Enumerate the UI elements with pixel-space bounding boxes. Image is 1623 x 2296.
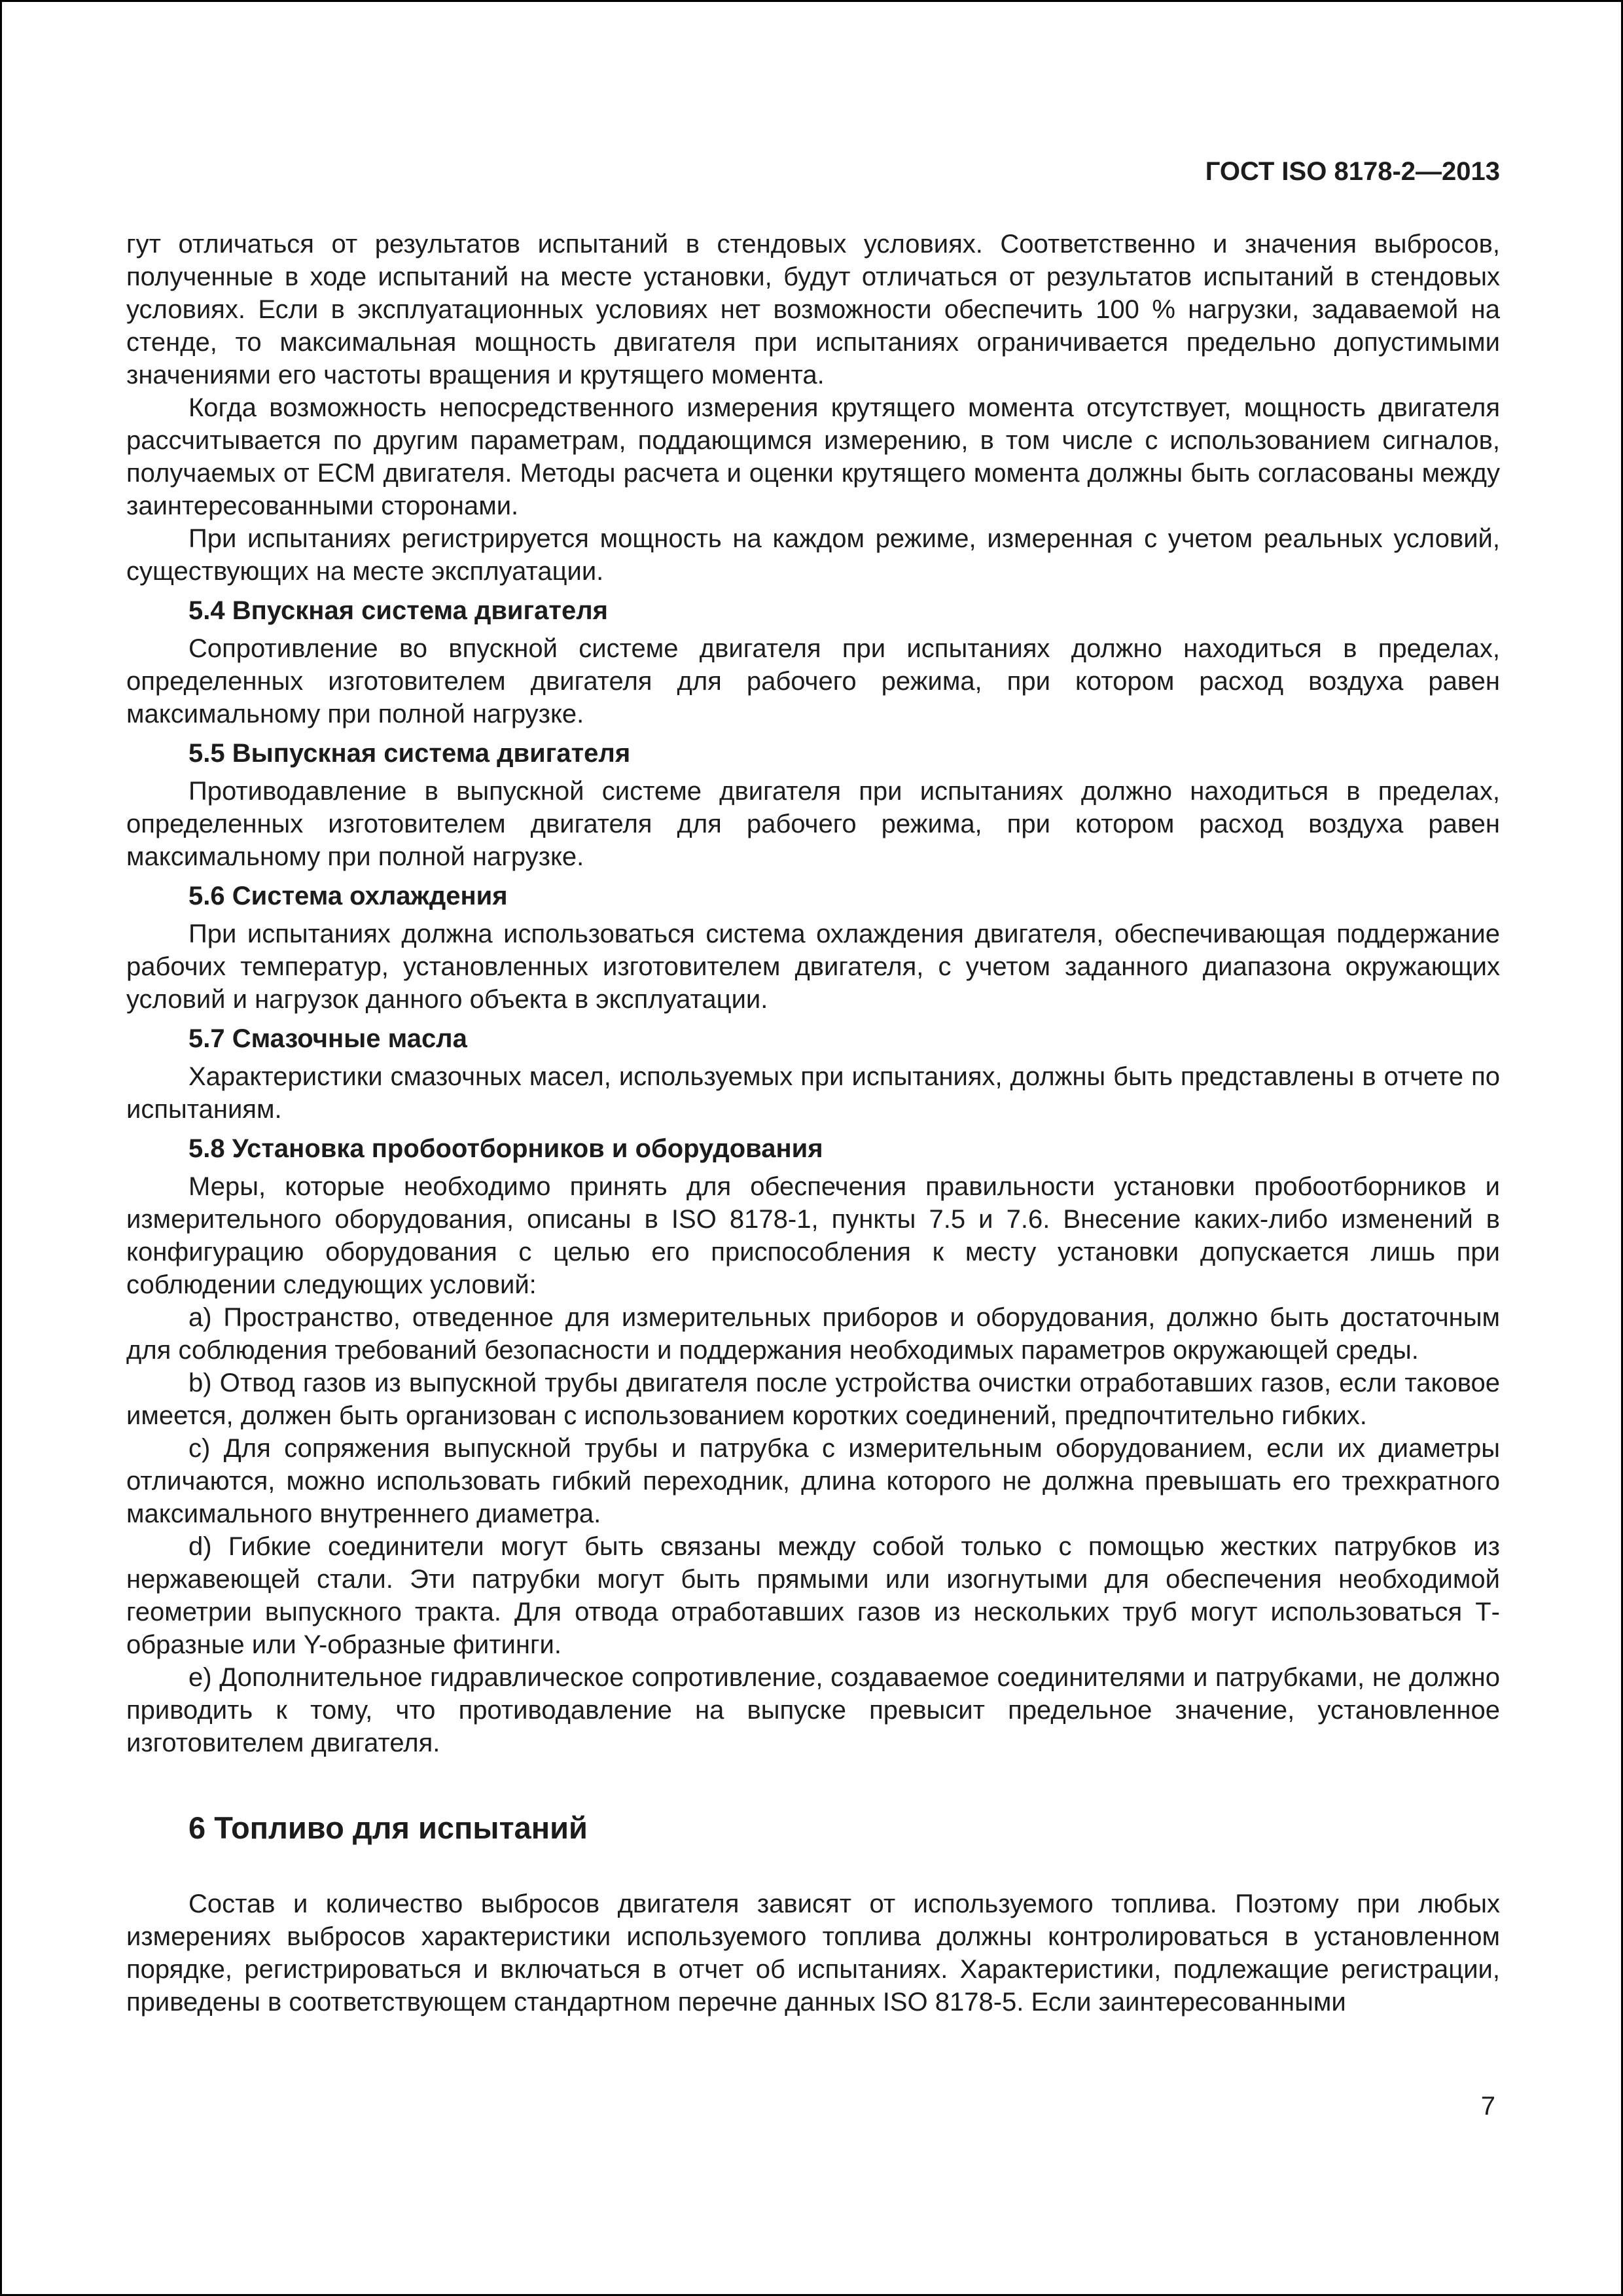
subsection-heading-5-8: 5.8 Установка пробоотборников и оборудования [188, 1134, 823, 1163]
paragraph: При испытаниях должна использоваться система охлаждения двигателя, обеспечивающая поддержание рабочих температур, установленных изготовителем двигателя, с учетом заданного диапазона окружающих условий и нагрузок данного объекта в эксплуатации. [126, 920, 1500, 1014]
paragraph: Состав и количество выбросов двигателя зависят от используемого топлива. Поэтому при любых измерениях выбросов характеристики используемого топлива должны контролироваться в установленном порядке, регистрироваться и включаться в отчет об испытаниях. Характеристики, подлежащие регистрации, приведены в соответствующем стандартном перечне данных ISO 8178-5. Если заинтересованными [126, 1890, 1500, 2017]
paragraph: При испытаниях регистрируется мощность на каждом режиме, измеренная с учетом реальных условий, существующих на месте эксплуатации. [126, 524, 1500, 586]
paragraph: Характеристики смазочных масел, используемых при испытаниях, должны быть представлены в отчете по испытаниям. [126, 1062, 1500, 1124]
section-heading-6: 6 Топливо для испытаний [188, 1810, 588, 1845]
paragraph: Когда возможность непосредственного измерения крутящего момента отсутствует, мощность двигателя рассчитывается по другим параметрам, поддающимся измерению, в том числе с использованием сигналов, получаемых от ECM двигателя. Методы расчета и оценки крутящего момента должны быть согласованы между заинтересованными сторонами. [126, 393, 1500, 520]
paragraph: гут отличаться от результатов испытаний в стендовых условиях. Соответственно и значения выбросов, полученные в ходе испытаний на месте установки, будут отличаться от результатов испытаний в стендовых условиях. Если в эксплуатационных условиях нет возможности обеспечить 100 % нагрузки, задаваемой на стенде, то максимальная мощность двигателя при испытаниях ограничивается предельно допустимыми значениями его частоты вращения и крутящего момента. [126, 230, 1500, 389]
paragraph: Сопротивление во впускной системе двигателя при испытаниях должно находиться в пределах, определенных изготовителем двигателя для рабочего режима, при котором расход воздуха равен максимальному при полной нагрузке. [126, 634, 1500, 728]
paragraph: Меры, которые необходимо принять для обеспечения правильности установки пробоотборников и измерительного оборудования, описаны в ISO 8178-1, пункты 7.5 и 7.6. Внесение каких-либо изменений в конфигурацию оборудования с целью его приспособления к месту установки допускается лишь при соблюдении следующих условий: [126, 1172, 1500, 1299]
page-content [126, 228, 1500, 2018]
subsection-heading-5-7: 5.7 Смазочные масла [188, 1024, 467, 1053]
page-number: 7 [1480, 2092, 1495, 2121]
subsection-heading-5-5: 5.5 Выпускная система двигателя [188, 739, 631, 768]
list-item-a: a) Пространство, отведенное для измерительных приборов и оборудования, должно быть достаточным для соблюдения требований безопасности и поддержания необходимых параметров окружающей среды. [126, 1303, 1500, 1365]
list-item-d: d) Гибкие соединители могут быть связаны между собой только с помощью жестких патрубков из нержавеющей стали. Эти патрубки могут быть прямыми или изогнутыми для обеспечения необходимой геометрии выпускного тракта. Для отвода отработавших газов из нескольких труб могут использоваться Т-образные или Y-образные фитинги. [126, 1532, 1500, 1659]
list-item-e: e) Дополнительное гидравлическое сопротивление, создаваемое соединителями и патрубками, не должно приводить к тому, что противодавление на выпуске превысит предельное значение, установленное изготовителем двигателя. [126, 1663, 1500, 1757]
list-item-b: b) Отвод газов из выпускной трубы двигателя после устройства очистки отработавших газов, если таковое имеется, должен быть организован с использованием коротких соединений, предпочтительно гибких. [126, 1369, 1500, 1430]
subsection-heading-5-6: 5.6 Система охлаждения [188, 882, 508, 910]
subsection-heading-5-4: 5.4 Впускная система двигателя [188, 596, 609, 625]
paragraph: Противодавление в выпускной системе двигателя при испытаниях должно находиться в пределах, определенных изготовителем двигателя для рабочего режима, при котором расход воздуха равен максимальному при полной нагрузке. [126, 777, 1500, 871]
list-item-c: c) Для сопряжения выпускной трубы и патрубка с измерительным оборудованием, если их диаметры отличаются, можно использовать гибкий переходник, длина которого не должна превышать его трехкратного максимального внутреннего диаметра. [126, 1434, 1500, 1528]
running-header: ГОСТ ISO 8178-2—2013 [1205, 157, 1500, 186]
